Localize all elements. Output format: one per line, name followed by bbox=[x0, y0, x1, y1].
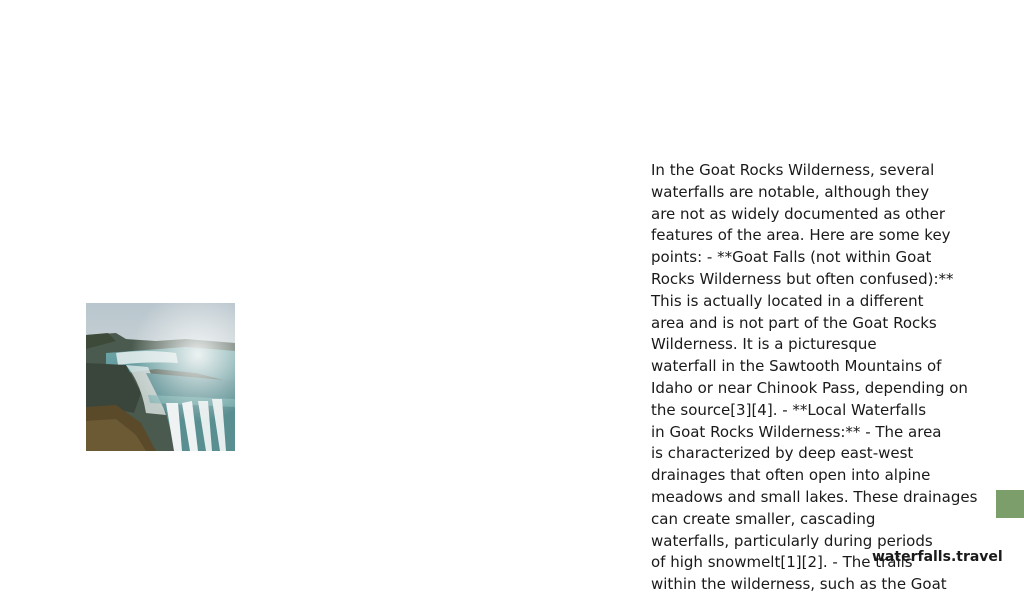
paragraph-line: Rocks Wilderness but often confused):** bbox=[651, 269, 954, 288]
paragraph-line: Idaho or near Chinook Pass, depending on bbox=[651, 378, 968, 397]
paragraph-line: in Goat Rocks Wilderness:** - The area bbox=[651, 422, 942, 441]
paragraph-line: Wilderness. It is a picturesque bbox=[651, 335, 877, 354]
body-paragraph bbox=[651, 160, 991, 596]
paragraph-line: within the wilderness, such as the Goat bbox=[651, 575, 947, 594]
paragraph-line: are not as widely documented as other bbox=[651, 204, 946, 223]
paragraph-line: is characterized by deep east-west bbox=[651, 444, 914, 463]
paragraph-line: of high snowmelt[1][2]. - The trails bbox=[651, 553, 913, 572]
accent-block bbox=[996, 490, 1024, 518]
paragraph-line: waterfall in the Sawtooth Mountains of bbox=[651, 357, 942, 376]
paragraph-line: drainages that often open into alpine bbox=[651, 466, 931, 485]
paragraph-line: points: - **Goat Falls (not within Goat bbox=[651, 248, 932, 267]
watermark-label: waterfalls.travel bbox=[872, 549, 1003, 565]
paragraph-line: waterfalls are notable, although they bbox=[651, 182, 930, 201]
paragraph-line: features of the area. Here are some key bbox=[651, 226, 951, 245]
paragraph-line: This is actually located in a different bbox=[651, 291, 924, 310]
waterfall-photo bbox=[86, 303, 235, 451]
paragraph-line: meadows and small lakes. These drainages bbox=[651, 487, 978, 506]
paragraph-line: can create smaller, cascading bbox=[651, 509, 876, 528]
paragraph-line: In the Goat Rocks Wilderness, several bbox=[651, 161, 935, 179]
paragraph-line: waterfalls, particularly during periods bbox=[651, 531, 933, 550]
paragraph-line: the source[3][4]. - **Local Waterfalls bbox=[651, 400, 927, 419]
paragraph-line: area and is not part of the Goat Rocks bbox=[651, 313, 937, 332]
